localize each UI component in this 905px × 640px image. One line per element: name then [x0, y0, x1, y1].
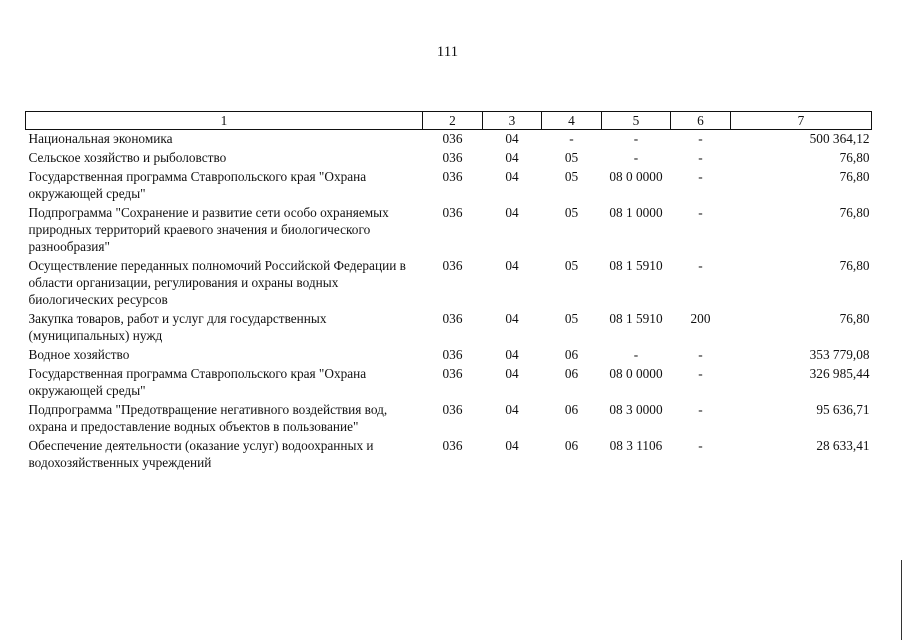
row-code-4: 06: [564, 347, 579, 362]
row-code-4: 05: [564, 169, 579, 184]
row-code-5: 08 0 0000: [609, 169, 663, 184]
row-code-3: 04: [505, 311, 519, 326]
row-code-5: 08 1 5910: [609, 258, 663, 273]
column-header-5: 5: [602, 112, 671, 130]
row-amount: 28 633,41: [816, 438, 870, 453]
row-code-2: 036: [442, 131, 463, 146]
row-code-4: 05: [564, 258, 579, 273]
row-code-3: 04: [505, 347, 519, 362]
row-code-6: -: [698, 169, 703, 184]
row-amount: 95 636,71: [816, 402, 870, 417]
row-code-4: 05: [564, 311, 579, 326]
table-row: [26, 365, 872, 401]
column-header-7: 7: [731, 112, 872, 130]
column-header-1: 1: [26, 112, 423, 130]
row-code-2: 036: [442, 438, 463, 453]
row-code-5: -: [633, 131, 639, 146]
row-code-5: -: [633, 150, 639, 165]
row-code-3: 04: [505, 131, 519, 146]
budget-table: [25, 111, 872, 473]
row-amount: 76,80: [839, 258, 870, 273]
column-header-2: 2: [423, 112, 483, 130]
row-name: Национальная экономика: [28, 131, 173, 146]
row-name: Осуществление переданных полномочий Российской Федерации в области организации, регулирования и охраны водных биологических ресурсов: [28, 258, 406, 307]
row-code-6: -: [698, 366, 703, 381]
row-code-6: -: [698, 150, 703, 165]
row-code-5: 08 1 5910: [609, 311, 663, 326]
row-code-2: 036: [442, 366, 463, 381]
row-code-2: 036: [442, 258, 463, 273]
row-amount: 76,80: [839, 150, 870, 165]
row-name: Сельское хозяйство и рыболовство: [28, 150, 227, 165]
row-amount: 76,80: [839, 169, 870, 184]
page-number: 111: [436, 44, 459, 60]
row-code-2: 036: [442, 402, 463, 417]
table-row: [26, 310, 872, 346]
row-code-5: -: [633, 347, 639, 362]
row-code-4: 06: [564, 438, 579, 453]
row-code-6: -: [698, 258, 703, 273]
table-row: [26, 204, 872, 257]
row-code-4: 06: [564, 366, 579, 381]
table-row: [26, 257, 872, 310]
row-name: Обеспечение деятельности (оказание услуг) водоохранных и водохозяйственных учреждений: [28, 438, 374, 470]
table-row: [26, 149, 872, 168]
row-code-3: 04: [505, 150, 519, 165]
row-code-4: 05: [564, 205, 579, 220]
row-code-3: 04: [505, 205, 519, 220]
table-row: [26, 437, 872, 473]
row-code-3: 04: [505, 402, 519, 417]
row-code-6: 200: [690, 311, 711, 326]
row-code-4: 05: [564, 150, 579, 165]
header-row: [26, 112, 872, 130]
row-code-6: -: [698, 438, 703, 453]
row-amount: 76,80: [839, 205, 870, 220]
row-amount: 76,80: [839, 311, 870, 326]
row-code-5: 08 3 0000: [609, 402, 663, 417]
table-row: [26, 130, 872, 150]
row-code-6: -: [698, 347, 703, 362]
column-header-3: 3: [483, 112, 542, 130]
row-code-3: 04: [505, 438, 519, 453]
table-row: [26, 346, 872, 365]
row-code-3: 04: [505, 258, 519, 273]
row-code-4: -: [569, 131, 574, 146]
row-code-2: 036: [442, 311, 463, 326]
row-name: Подпрограмма "Сохранение и развитие сети особо охраняемых природных территорий краевого значения и биологического разнообразия": [28, 205, 389, 254]
row-code-2: 036: [442, 205, 463, 220]
row-code-3: 04: [505, 169, 519, 184]
row-code-4: 06: [564, 402, 579, 417]
table-body: [26, 130, 872, 474]
margin-line: [901, 560, 902, 640]
table-row: [26, 168, 872, 204]
row-code-5: 08 0 0000: [609, 366, 663, 381]
row-name: Водное хозяйство: [28, 347, 130, 362]
row-code-3: 04: [505, 366, 519, 381]
column-header-4: 4: [542, 112, 602, 130]
row-amount: 500 364,12: [809, 131, 870, 146]
row-amount: 353 779,08: [809, 347, 870, 362]
row-name: Государственная программа Ставропольского края "Охрана окружающей среды": [28, 366, 367, 398]
table-row: [26, 401, 872, 437]
row-amount: 326 985,44: [809, 366, 870, 381]
row-code-6: -: [698, 402, 703, 417]
row-name: Государственная программа Ставропольского края "Охрана окружающей среды": [28, 169, 367, 201]
column-header-6: 6: [671, 112, 731, 130]
row-name: Закупка товаров, работ и услуг для государственных (муниципальных) нужд: [28, 311, 327, 343]
row-code-5: 08 3 1106: [609, 438, 663, 453]
row-code-6: -: [698, 131, 703, 146]
row-name: Подпрограмма "Предотвращение негативного воздействия вод, охрана и предоставление водных объектов в пользование": [28, 402, 388, 434]
row-code-6: -: [698, 205, 703, 220]
row-code-2: 036: [442, 169, 463, 184]
row-code-2: 036: [442, 150, 463, 165]
row-code-2: 036: [442, 347, 463, 362]
row-code-5: 08 1 0000: [609, 205, 663, 220]
